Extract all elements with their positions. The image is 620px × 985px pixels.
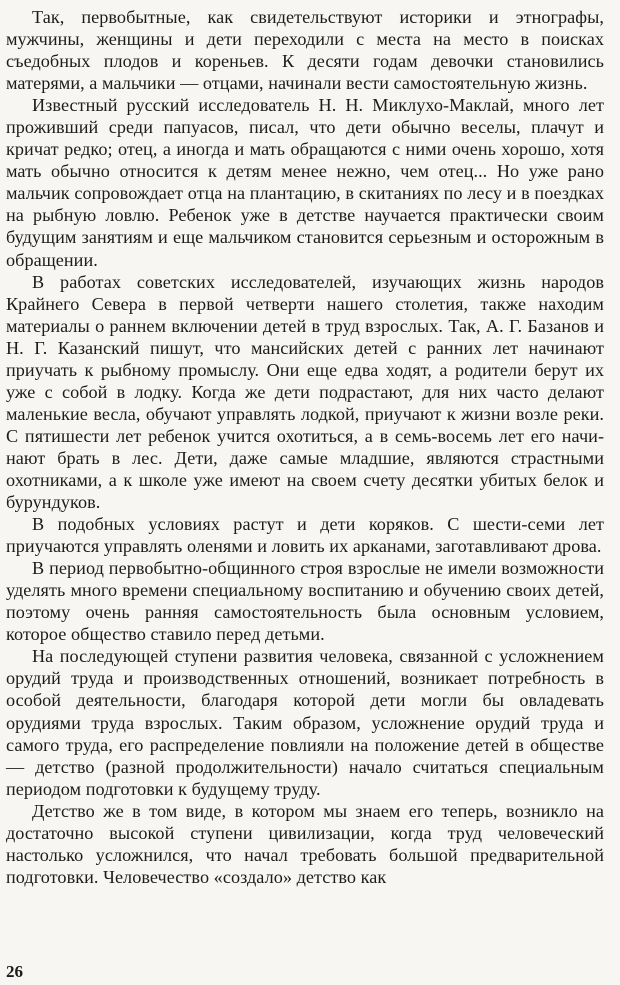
paragraph-5: В период первобытно-общинного строя взрослые не имели возможности уделять много времени специальному воспитанию и обучению своих детей, поэтому очень ранняя самостоятельность была основным условием, которое общество ставило перед детьми. [6, 558, 604, 645]
paragraph-3: В работах советских исследователей, изучающих жизнь народов Крайнего Севера в первой четверти нашего столетия, также находим материалы о раннем включении детей в труд взрослых. Так, А. Г. Базанов и Н. Г. Казанский пишут, что мансийских детей с ранних лет начинают приучать к рыбному промыслу. Они еще едва ходят, а родители берут их уже с собой в лодку. Когда же дети подрастают, для них часто делают маленькие весла, обучают управлять лодкой, приучают к жизни возле реки. С пятишести лет ребенок учится охотиться, а в семь-восемь лет его начинают брать в лес. Дети, даже самые младшие, являются страстными охотниками, а к школе уже имеют на своем счету десятки убитых белок и бурундуков. [6, 271, 604, 513]
paragraph-4: В подобных условиях растут и дети коряков. С шести-семи лет приучаются управлять оленями и ловить их арканами, заготавливают дрова. [6, 514, 604, 557]
paragraph-2: Известный русский исследователь Н. Н. Миклухо-Маклай, много лет проживший среди папуасов, писал, что дети обычно веселы, плачут и кричат редко; отец, а иногда и мать обращаются с ними очень хорошо, хотя мать обычно относится к детям менее нежно, чем отец... Но уже рано мальчик сопровождает отца на плантацию, в скитаниях по лесу и в поездках на рыбную ловлю. Ребенок уже в детстве научается практически своим будущим занятиям и еще мальчиком становится серьезным и осторожным в обращении. [6, 95, 604, 270]
body-text [6, 6, 604, 888]
paragraph-1: Так, первобытные, как свидетельствуют историки и этнографы, мужчины, женщины и дети переходили с места на место в поисках съедобных плодов и кореньев. К десяти годам девочки становились матерями, а мальчики — отцами, начинали вести самостоятельную жизнь. [6, 7, 604, 94]
paragraph-7: Детство же в том виде, в котором мы знаем его теперь, возникло на достаточно высокой ступени цивилизации, когда труд человеческий настолько усложнился, что начал требовать большой предварительной подготовки. Человечество «создало» детство как [6, 800, 604, 887]
paragraph-6: На последующей ступени развития человека, связанной с усложнением орудий труда и производственных отношений, возникает потребность в особой деятельности, благодаря которой дети могли бы овладевать орудиями труда взрослых. Таким образом, усложнение орудий труда и самого труда, его распределение повлияли на положение детей в обществе — детство (разной продолжительности) начало считаться специальным периодом подготовки к будущему труду. [6, 646, 604, 799]
page-number: 26 [6, 962, 23, 981]
